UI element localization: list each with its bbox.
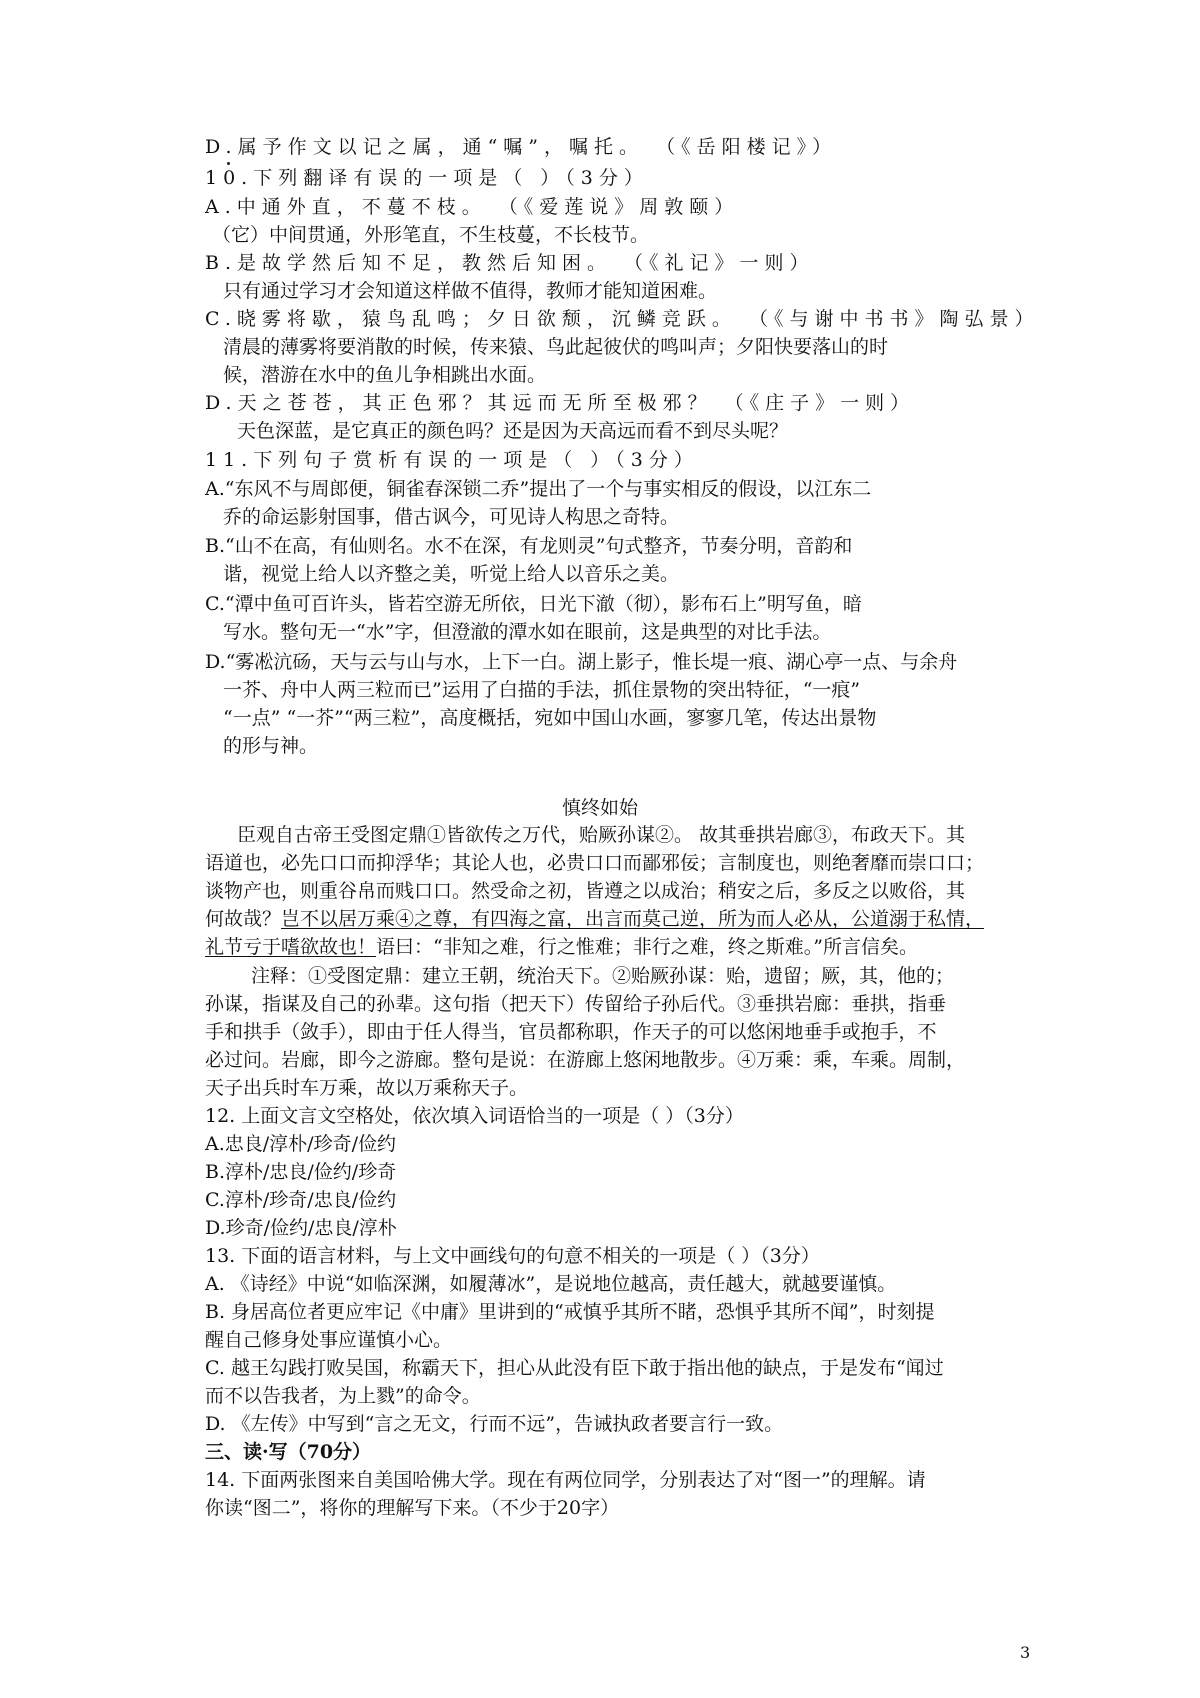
notes-line-2: 孙谋，指谋及自己的孙辈。这句指（把天下）传留给子孙后代。③垂拱岩廊：垂拱，指垂 xyxy=(205,993,947,1015)
q10-option-a-translation: （它）中间贯通，外形笔直，不生枝蔓，不长枝节。 xyxy=(212,224,650,246)
passage-line-5-plain: 语曰：“非知之难，行之惟难；非行之难，终之斯难。”所言信矣。 xyxy=(376,936,918,958)
passage-line-2: 语道也，必先口口而抑浮华；其论人也，必贵口口而鄙邪佞；言制度也，则绝奢靡而崇口口； xyxy=(205,852,985,874)
q10-option-b: B.是故学然后知不足，教然后知困。 （《礼记》一则） xyxy=(205,252,815,274)
q11-option-b-line1: B.“山不在高，有仙则名。水不在深，有龙则灵”句式整齐，节奏分明，音韵和 xyxy=(205,535,853,557)
q10-stem: 10.下列翻译有误的一项是（ ）（3分） xyxy=(205,167,649,189)
passage-title: 慎终如始 xyxy=(561,797,638,819)
notes-line-4: 必过问。岩廊，即今之游廊。整句是说：在游廊上悠闲地散步。④万乘：乘，车乘。周制， xyxy=(205,1049,966,1071)
q13-option-c-line2: 而不以告我者，为上戮”的命令。 xyxy=(205,1385,481,1407)
q13-option-d: D. 《左传》中写到“言之无文，行而不远”，告诫执政者要言行一致。 xyxy=(205,1413,784,1435)
q11-option-d-line1: D.“雾凇沆砀，天与云与山与水，上下一白。湖上影子，惟长堤一痕、湖心亭一点、与余舟 xyxy=(205,651,958,673)
q13-option-a: A. 《诗经》中说“如临深渊，如履薄冰”，是说地位越高，责任越大，就越要谨慎。 xyxy=(205,1273,897,1295)
q11-option-c-line1: C.“潭中鱼可百许头，皆若空游无所依，日光下澈（彻），影布石上”明写鱼，暗 xyxy=(205,593,862,615)
section-3-heading: 三、读·写（70分） xyxy=(205,1441,372,1463)
q10-option-c-translation-2: 候，潜游在水中的鱼儿争相跳出水面。 xyxy=(223,364,547,386)
q12-option-c: C.淳朴/珍奇/忠良/俭约 xyxy=(205,1189,397,1211)
q10-option-a: A.中通外直，不蔓不枝。 （《爱莲说》周敦颐） xyxy=(205,196,740,218)
q12-option-b: B.淳朴/忠良/俭约/珍奇 xyxy=(205,1161,397,1183)
passage-underlined-sentence-part-2: 礼节亏于嗜欲故也！ xyxy=(205,936,377,958)
q11-option-a-line2: 乔的命运影射国事，借古讽今，可见诗人构思之奇特。 xyxy=(223,506,680,528)
passage-line-1: 臣观自古帝王受图定鼎①皆欲传之万代，贻厥孙谋②。 故其垂拱岩廊③，布政天下。其 xyxy=(237,824,966,846)
emphasis-dot xyxy=(227,162,230,165)
passage-line-3: 谈物产也，则重谷帛而贱口口。然受命之初，皆遵之以成治；稍安之后，多反之以败俗，其 xyxy=(205,880,966,902)
q11-option-d-line2: 一芥、舟中人两三粒而已”运用了白描的手法，抓住景物的突出特征，“一痕” xyxy=(223,679,861,701)
q11-option-d-line3: “一点” “一芥”“两三粒”，高度概括，宛如中国山水画，寥寥几笔，传达出景物 xyxy=(223,707,877,729)
q12-option-a: A.忠良/淳朴/珍奇/俭约 xyxy=(205,1133,396,1155)
notes-line-3: 手和拱手（敛手），即由于任人得当，官员都称职，作天子的可以悠闲地垂手或抱手，不 xyxy=(205,1021,937,1043)
notes-line-5: 天子出兵时车万乘，故以万乘称天子。 xyxy=(205,1077,529,1099)
q14-line-1: 14. 下面两张图来自美国哈佛大学。现在有两位同学，分别表达了对“图一”的理解。请 xyxy=(205,1469,926,1491)
q11-option-a-line1: A.“东风不与周郎便，铜雀春深锁二乔”提出了一个与事实相反的假设，以江东二 xyxy=(205,478,872,500)
q13-option-b-line2: 醒自己修身处事应谨慎小心。 xyxy=(205,1329,453,1351)
notes-line-1: 注释：①受图定鼎：建立王朝，统治天下。②贻厥孙谋：贻，遗留；厥，其，他的； xyxy=(251,965,955,987)
passage-line-5 xyxy=(205,935,918,959)
q11-option-d-line4: 的形与神。 xyxy=(223,735,319,757)
q11-stem: 11.下列句子赏析有误的一项是（ ）（3分） xyxy=(205,449,699,471)
passage-underlined-sentence-part-1: 岂不以居万乘④之尊，有四海之富，出言而莫己逆，所为而人必从，公道溺于私情， xyxy=(281,908,985,930)
q10-option-b-translation: 只有通过学习才会知道这样做不值得，教师才能知道困难。 xyxy=(223,280,718,302)
q10-option-d: D.天之苍苍，其正色邪？其远而无所至极邪？ （《庄子》一则） xyxy=(205,392,916,414)
q11-option-c-line2: 写水。整句无一“水”字，但澄澈的潭水如在眼前，这是典型的对比手法。 xyxy=(223,621,832,643)
q11-option-b-line2: 谐，视觉上给人以齐整之美，听觉上给人以音乐之美。 xyxy=(223,563,680,585)
q12-option-d: D.珍奇/俭约/忠良/淳朴 xyxy=(205,1217,397,1239)
passage-line-4-plain: 何故哉？ xyxy=(205,908,282,930)
q13-option-c-line1: C. 越王勾践打败吴国，称霸天下，担心从此没有臣下敢于指出他的缺点，于是发布“闻过 xyxy=(205,1357,944,1379)
q10-option-c-translation-1: 清晨的薄雾将要消散的时候，传来猿、鸟此起彼伏的鸣叫声；夕阳快要落山的时 xyxy=(223,336,889,358)
q13-option-b-line1: B. 身居高位者更应牢记《中庸》里讲到的“戒慎乎其所不睹，恐惧乎其所不闻”，时刻提 xyxy=(205,1301,935,1323)
passage-line-4 xyxy=(205,907,984,931)
q10-option-c: C.晓雾将歇，猿鸟乱鸣；夕日欲颓，沉鳞竞跃。 （《与谢中书书》陶弘景） xyxy=(205,308,1040,330)
page-number: 3 xyxy=(1020,1643,1031,1662)
q13-stem: 13. 下面的语言材料，与上文中画线句的句意不相关的一项是（ ）（3分） xyxy=(205,1245,820,1267)
q9-option-d: D.属予作文以记之属，通“嘱”，嘱托。 （《岳阳楼记》） xyxy=(205,136,838,158)
q14-line-2: 你读“图二”，将你的理解写下来。（不少于20字） xyxy=(205,1497,620,1519)
q12-stem: 12. 上面文言文空格处，依次填入词语恰当的一项是（ ）（3分） xyxy=(205,1105,744,1127)
q10-option-d-translation: 天色深蓝，是它真正的颜色吗？还是因为天高远而看不到尽头呢？ xyxy=(237,420,789,442)
